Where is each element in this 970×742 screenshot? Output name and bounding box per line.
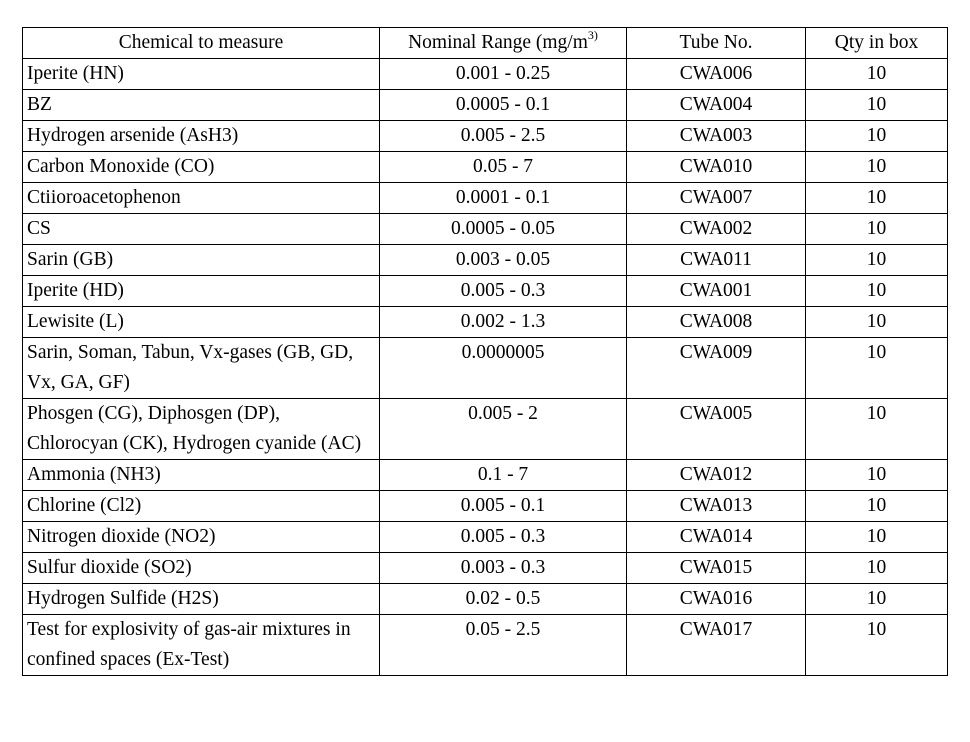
table-row: [23, 584, 948, 615]
cell-chemical: Hydrogen arsenide (AsH3): [23, 121, 380, 152]
cell-nominal-range: 0.003 - 0.3: [380, 553, 627, 584]
cell-nominal-range: 0.005 - 2: [380, 399, 627, 460]
cell-nominal-range: 0.002 - 1.3: [380, 307, 627, 338]
cell-chemical: Sulfur dioxide (SO2): [23, 553, 380, 584]
cell-tube-no: CWA003: [627, 121, 806, 152]
table-row: [23, 615, 948, 676]
cell-chemical: Iperite (HN): [23, 59, 380, 90]
table-row: [23, 90, 948, 121]
cell-qty: 10: [806, 460, 948, 491]
cell-qty: 10: [806, 59, 948, 90]
cell-qty: 10: [806, 276, 948, 307]
cell-qty: 10: [806, 245, 948, 276]
cell-chemical: Lewisite (L): [23, 307, 380, 338]
cell-tube-no: CWA012: [627, 460, 806, 491]
cell-nominal-range: 0.1 - 7: [380, 460, 627, 491]
cell-qty: 10: [806, 553, 948, 584]
table-row: [23, 214, 948, 245]
cell-tube-no: CWA002: [627, 214, 806, 245]
cell-nominal-range: 0.0001 - 0.1: [380, 183, 627, 214]
cell-chemical: Nitrogen dioxide (NO2): [23, 522, 380, 553]
header-chemical: Chemical to measure: [23, 28, 380, 59]
table-row: [23, 522, 948, 553]
cell-nominal-range: 0.0005 - 0.1: [380, 90, 627, 121]
cell-chemical: Ctiioroacetophenon: [23, 183, 380, 214]
cell-tube-no: CWA009: [627, 338, 806, 399]
table-row: [23, 152, 948, 183]
cell-nominal-range: 0.005 - 2.5: [380, 121, 627, 152]
cell-tube-no: CWA013: [627, 491, 806, 522]
cell-qty: 10: [806, 214, 948, 245]
cell-chemical: Chlorine (Cl2): [23, 491, 380, 522]
chemical-tube-table: [22, 27, 948, 676]
cell-tube-no: CWA011: [627, 245, 806, 276]
header-tube-no: Tube No.: [627, 28, 806, 59]
cell-chemical: Hydrogen Sulfide (H2S): [23, 584, 380, 615]
cell-chemical: Iperite (HD): [23, 276, 380, 307]
cell-nominal-range: 0.003 - 0.05: [380, 245, 627, 276]
cell-tube-no: CWA015: [627, 553, 806, 584]
table-row: [23, 245, 948, 276]
cell-nominal-range: 0.05 - 2.5: [380, 615, 627, 676]
cell-chemical: BZ: [23, 90, 380, 121]
cell-chemical: CS: [23, 214, 380, 245]
header-qty-in-box: Qty in box: [806, 28, 948, 59]
cell-chemical: Ammonia (NH3): [23, 460, 380, 491]
header-range-label: Nominal Range (mg/m: [408, 32, 588, 53]
cell-qty: 10: [806, 121, 948, 152]
table-row: [23, 276, 948, 307]
cell-qty: 10: [806, 615, 948, 676]
cell-tube-no: CWA007: [627, 183, 806, 214]
cell-qty: 10: [806, 491, 948, 522]
cell-qty: 10: [806, 90, 948, 121]
cell-nominal-range: 0.005 - 0.3: [380, 276, 627, 307]
cell-qty: 10: [806, 307, 948, 338]
cell-qty: 10: [806, 584, 948, 615]
cell-chemical: Sarin (GB): [23, 245, 380, 276]
cell-tube-no: CWA006: [627, 59, 806, 90]
cell-nominal-range: 0.001 - 0.25: [380, 59, 627, 90]
table-row: [23, 59, 948, 90]
table-body: [23, 59, 948, 676]
header-range-superscript: 3): [587, 27, 598, 42]
table-row: [23, 460, 948, 491]
table-row: [23, 553, 948, 584]
cell-chemical: Phosgen (CG), Diphosgen (DP), Chlorocyan (CK), Hydrogen cyanide (AC): [23, 399, 380, 460]
header-nominal-range: [380, 28, 627, 59]
cell-tube-no: CWA014: [627, 522, 806, 553]
cell-tube-no: CWA005: [627, 399, 806, 460]
cell-tube-no: CWA016: [627, 584, 806, 615]
cell-qty: 10: [806, 152, 948, 183]
cell-qty: 10: [806, 183, 948, 214]
table-row: [23, 121, 948, 152]
cell-nominal-range: 0.0000005: [380, 338, 627, 399]
cell-nominal-range: 0.005 - 0.3: [380, 522, 627, 553]
cell-qty: 10: [806, 522, 948, 553]
table-row: [23, 491, 948, 522]
table-header-row: [23, 28, 948, 59]
table-row: [23, 399, 948, 460]
cell-nominal-range: 0.005 - 0.1: [380, 491, 627, 522]
cell-qty: 10: [806, 399, 948, 460]
cell-tube-no: CWA008: [627, 307, 806, 338]
cell-chemical: Test for explosivity of gas-air mixtures in confined spaces (Ex-Test): [23, 615, 380, 676]
cell-tube-no: CWA010: [627, 152, 806, 183]
table-row: [23, 183, 948, 214]
cell-qty: 10: [806, 338, 948, 399]
table-row: [23, 338, 948, 399]
table-row: [23, 307, 948, 338]
cell-nominal-range: 0.05 - 7: [380, 152, 627, 183]
cell-chemical: Carbon Monoxide (CO): [23, 152, 380, 183]
cell-tube-no: CWA017: [627, 615, 806, 676]
cell-nominal-range: 0.02 - 0.5: [380, 584, 627, 615]
cell-tube-no: CWA001: [627, 276, 806, 307]
cell-chemical: Sarin, Soman, Tabun, Vx-gases (GB, GD, Vx, GA, GF): [23, 338, 380, 399]
cell-nominal-range: 0.0005 - 0.05: [380, 214, 627, 245]
cell-tube-no: CWA004: [627, 90, 806, 121]
